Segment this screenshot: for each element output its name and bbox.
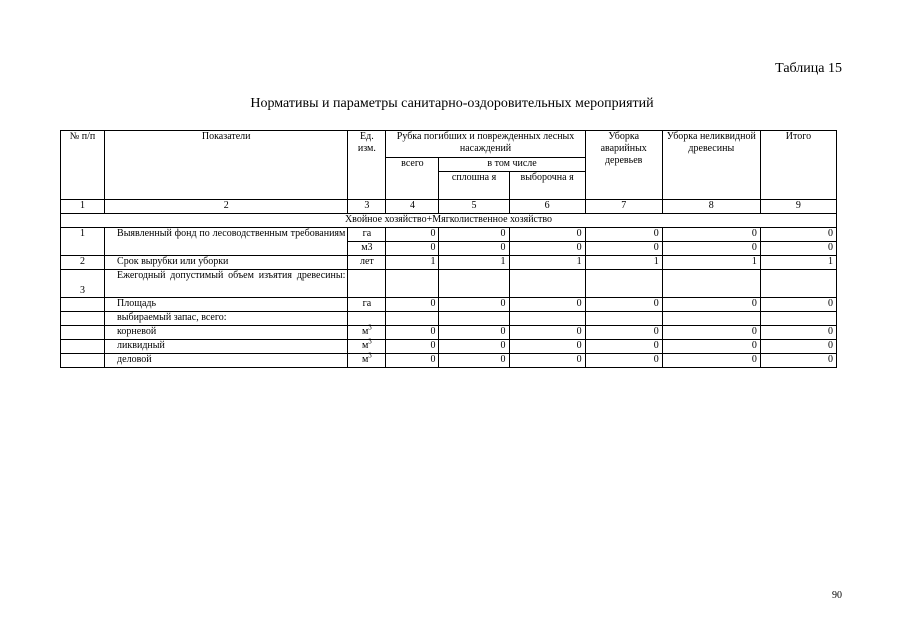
cell-value: 0 [386, 228, 439, 242]
row-num: 2 [61, 256, 105, 270]
cell-value: 0 [509, 242, 585, 256]
cell-value [585, 312, 662, 326]
cell-value: 1 [439, 256, 509, 270]
table-row [61, 312, 837, 326]
cell-value: 0 [662, 326, 760, 340]
page-number: 90 [832, 590, 842, 601]
cell-value: 0 [386, 354, 439, 368]
cell-value: 0 [386, 298, 439, 312]
header-row-1 [61, 131, 837, 158]
header-illiquid: Уборка неликвидной древесины [662, 131, 760, 200]
table-row [61, 340, 837, 354]
cell-value: 0 [439, 242, 509, 256]
cell-value: 0 [386, 340, 439, 354]
table-row [61, 354, 837, 368]
cell-value: 0 [760, 298, 836, 312]
cell-value: 0 [760, 340, 836, 354]
norms-table [60, 130, 837, 368]
cell-value: 0 [760, 354, 836, 368]
header-unit: Ед. изм. [348, 131, 386, 200]
row-unit [348, 312, 386, 326]
row-name: Площадь [105, 298, 348, 312]
row-num: 1 [61, 228, 105, 256]
row-num [61, 312, 105, 326]
cell-value: 0 [439, 340, 509, 354]
row-name: Срок вырубки или уборки [105, 256, 348, 270]
cell-value [439, 270, 509, 298]
cell-value: 0 [509, 354, 585, 368]
header-indicators: Показатели [105, 131, 348, 200]
col-number: 7 [585, 200, 662, 214]
unit-superscript: 3 [368, 323, 372, 332]
column-numbers-row [61, 200, 837, 214]
cell-value [439, 312, 509, 326]
cell-value: 0 [509, 326, 585, 340]
cell-value: 0 [509, 340, 585, 354]
cell-value: 1 [585, 256, 662, 270]
header-felling: Рубка погибших и поврежденных лесных насаждений [386, 131, 585, 158]
cell-value: 1 [509, 256, 585, 270]
col-number: 9 [760, 200, 836, 214]
cell-value [509, 312, 585, 326]
cell-value: 0 [662, 354, 760, 368]
cell-value: 0 [585, 242, 662, 256]
section-title: Хвойное хозяйство+Мягколиственное хозяйство [61, 214, 837, 228]
cell-value [760, 312, 836, 326]
row-unit [348, 270, 386, 298]
row-unit [348, 337, 386, 354]
cell-value [662, 270, 760, 298]
row-num [61, 298, 105, 312]
row-unit: м3 [348, 242, 386, 256]
row-name: Ежегодный допустимый объем изъятия древесины: [105, 270, 348, 298]
cell-value: 1 [760, 256, 836, 270]
cell-value: 0 [585, 298, 662, 312]
row-unit [348, 323, 386, 340]
table-row [61, 298, 837, 312]
cell-value: 0 [760, 242, 836, 256]
col-number: 8 [662, 200, 760, 214]
cell-value [386, 270, 439, 298]
unit-base: м [361, 340, 369, 351]
cell-value: 0 [662, 228, 760, 242]
cell-value [662, 312, 760, 326]
row-name: деловой [105, 354, 348, 368]
header-total: Итого [760, 131, 836, 200]
row-name: корневой [105, 326, 348, 340]
row-num [61, 354, 105, 368]
col-number: 2 [105, 200, 348, 214]
table-row [61, 256, 837, 270]
header-selective: выборочна я [509, 172, 585, 200]
header-incl: в том числе [439, 158, 585, 172]
cell-value [585, 270, 662, 298]
cell-value: 0 [386, 242, 439, 256]
unit-base: м [361, 354, 369, 365]
cell-value: 0 [662, 298, 760, 312]
row-unit: лет [348, 256, 386, 270]
row-num [61, 326, 105, 340]
col-number: 3 [348, 200, 386, 214]
cell-value: 0 [439, 326, 509, 340]
table-row [61, 228, 837, 242]
table-title: Нормативы и параметры санитарно-оздоровительных мероприятий [250, 96, 654, 111]
row-num [61, 340, 105, 354]
header-num: № п/п [61, 131, 105, 200]
cell-value: 0 [585, 228, 662, 242]
cell-value: 0 [439, 298, 509, 312]
table-number: Таблица 15 [775, 61, 842, 76]
row-num: 3 [61, 270, 105, 298]
col-number: 6 [509, 200, 585, 214]
cell-value [386, 312, 439, 326]
unit-superscript: 3 [368, 337, 372, 346]
unit-base: м [361, 326, 369, 337]
cell-value: 0 [439, 228, 509, 242]
cell-value: 0 [662, 340, 760, 354]
cell-value: 0 [662, 242, 760, 256]
row-unit: га [348, 298, 386, 312]
cell-value: 0 [585, 326, 662, 340]
header-emergency: Уборка аварийных деревьев [585, 131, 662, 200]
cell-value: 0 [760, 228, 836, 242]
row-name: ликвидный [105, 340, 348, 354]
unit-superscript: 3 [368, 351, 372, 360]
cell-value: 0 [760, 326, 836, 340]
cell-value: 0 [585, 354, 662, 368]
cell-value: 0 [585, 340, 662, 354]
cell-value: 1 [662, 256, 760, 270]
cell-value [509, 270, 585, 298]
row-name: выбираемый запас, всего: [105, 312, 348, 326]
table-row [61, 270, 837, 298]
cell-value: 1 [386, 256, 439, 270]
row-name: Выявленный фонд по лесоводственным требованиям [105, 228, 348, 256]
cell-value: 0 [509, 228, 585, 242]
section-row [61, 214, 837, 228]
table-row [61, 326, 837, 340]
row-unit [348, 351, 386, 368]
row-unit: га [348, 228, 386, 242]
cell-value: 0 [509, 298, 585, 312]
col-number: 5 [439, 200, 509, 214]
cell-value: 0 [386, 326, 439, 340]
cell-value [760, 270, 836, 298]
col-number: 4 [386, 200, 439, 214]
cell-value: 0 [439, 354, 509, 368]
header-total-all: всего [386, 158, 439, 200]
header-clear: сплошна я [439, 172, 509, 200]
col-number: 1 [61, 200, 105, 214]
